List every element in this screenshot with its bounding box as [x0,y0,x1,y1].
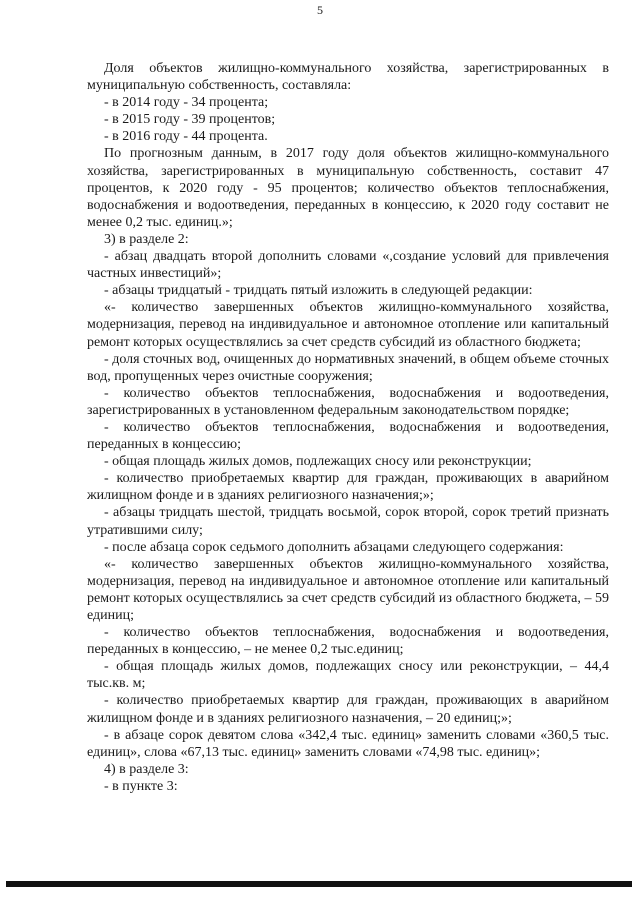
list-item: - абзацы тридцатый - тридцать пятый изложить в следующей редакции: [104,283,533,299]
list-item: - количество объектов теплоснабжения, водоснабжения и водоотведения, переданных в концессию; [87,419,609,453]
list-item: - в пункте 3: [104,778,178,794]
list-item: - общая площадь жилых домов, подлежащих сносу или реконструкции, – 44,4 тыс.кв. м; [87,659,609,692]
list-item: - доля сточных вод, очищенных до нормативных значений, в общем объеме сточных вод, пропущенных через очистные сооружения; [87,351,609,384]
list-item: - после абзаца сорок седьмого дополнить абзацами следующего содержания: [104,539,564,555]
list-item: - количество объектов теплоснабжения, водоснабжения и водоотведения, переданных в концессию, – не менее 0,2 тыс.единиц; [87,625,609,658]
quoted-item: «- количество завершенных объектов жилищно-коммунального хозяйства, модернизация, перевод на индивидуальное и автономное отопление или капитальный ремонт которых осуществлялись за счет средств субсидий из областного бюджета; [87,300,609,350]
list-item: - количество объектов теплоснабжения, водоснабжения и водоотведения, зарегистрированных в установленном федеральным законодательством порядке; [87,385,609,418]
list-item: - в абзаце сорок девятом слова «342,4 тыс. единиц» заменить словами «360,5 тыс. единиц», слова «67,13 тыс. единиц» заменить словами «74,98 тыс. единиц»; [87,727,609,760]
list-item: - количество приобретаемых квартир для граждан, проживающих в аварийном жилищном фонде и в зданиях религиозного назначения, – 20 единиц;»; [87,693,609,726]
section-heading: 3) в разделе 2: [104,231,189,247]
page-number: 5 [317,3,323,17]
section-heading: 4) в разделе 3: [104,761,189,777]
list-item: - абзац двадцать второй дополнить словами «,создание условий для привлечения частных инвестиций»; [87,249,609,282]
paragraph: По прогнозным данным, в 2017 году доля объектов жилищно-коммунального хозяйства, зарегистрированных в муниципальную собственность, составит 47 процентов, к 2020 году - 95 процентов; количество объектов теплоснабжения, водоснабжения и водоотведения, переданных в концессию, к 2020 году составит не менее 0,2 тыс. единиц.»; [87,146,609,230]
document-body [87,60,609,795]
quoted-item: «- количество завершенных объектов жилищно-коммунального хозяйства, модернизация, перевод на индивидуальное и автономное отопление или капитальный ремонт которых осуществлялись за счет средств субсидий из областного бюджета, – 59 единиц; [87,556,609,623]
list-item: - в 2016 году - 44 процента. [104,129,268,145]
bottom-rule [6,881,632,887]
list-item: - общая площадь жилых домов, подлежащих сносу или реконструкции; [104,454,532,470]
list-item: - абзацы тридцать шестой, тридцать восьмой, сорок второй, сорок третий признать утратившими силу; [87,505,609,538]
paragraph: Доля объектов жилищно-коммунального хозяйства, зарегистрированных в муниципальную собственность, составляла: [87,61,609,94]
list-item: - количество приобретаемых квартир для граждан, проживающих в аварийном жилищном фонде и в зданиях религиозного назначения;»; [87,471,609,504]
list-item: - в 2014 году - 34 процента; [104,95,269,111]
list-item: - в 2015 году - 39 процентов; [104,112,276,128]
